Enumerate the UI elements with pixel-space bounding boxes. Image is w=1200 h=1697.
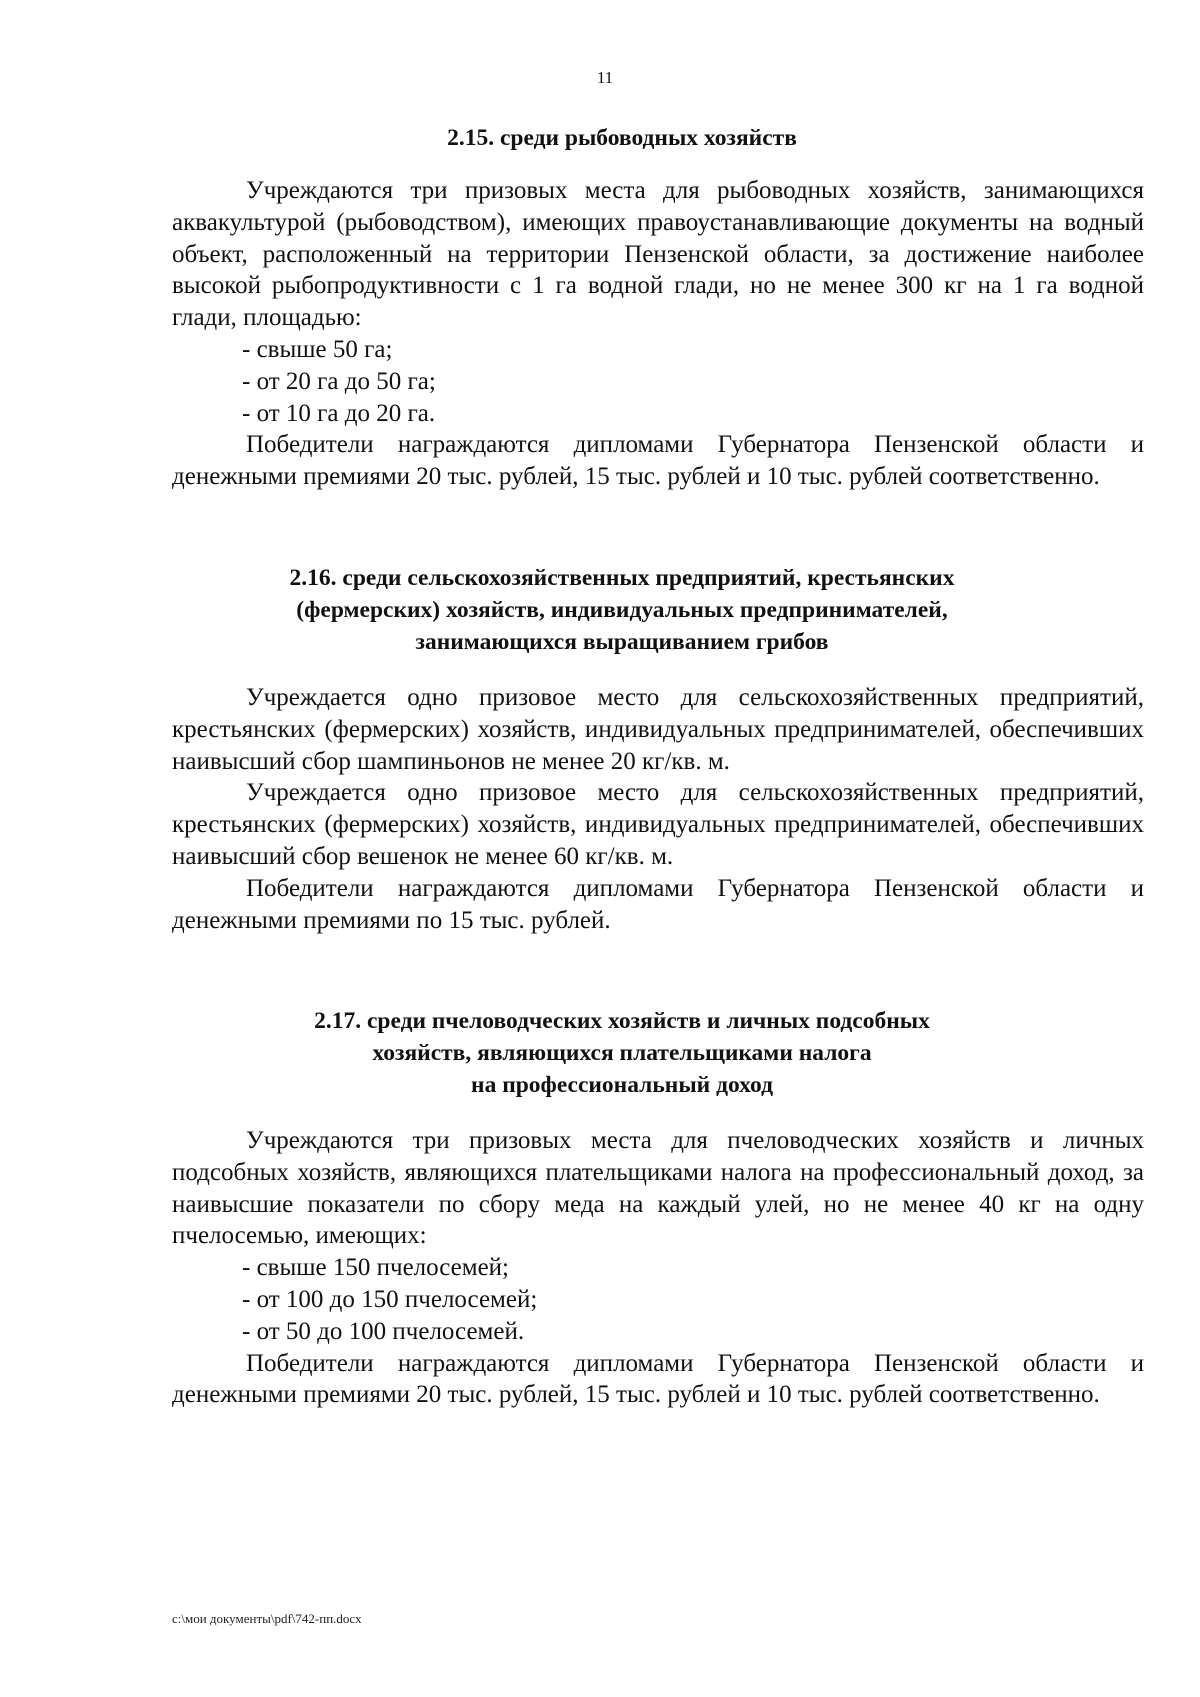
heading-line: (фермерских) хозяйств, индивидуальных предпринимателей, — [296, 597, 948, 623]
list-item: - от 20 га до 50 га; — [242, 367, 436, 395]
file-path-footer: c:\мои документы\pdf\742-пп.docx — [172, 1611, 362, 1626]
list-item: - от 50 до 100 пчелосемей. — [242, 1317, 525, 1345]
section-2-15-awards: Победители награждаются дипломами Губернатора Пензенской области и денежными премиями 20 тыс. рублей, 15 тыс. рублей и 10 тыс. рублей соответственно. — [172, 431, 1144, 491]
section-2-16-heading — [172, 562, 1072, 658]
heading-line: 2.15. среди рыбоводных хозяйств — [447, 125, 797, 151]
heading-line: 2.16. среди сельскохозяйственных предприятий, крестьянских — [289, 565, 955, 591]
heading-line: занимающихся выращиванием грибов — [415, 629, 829, 655]
section-2-16-para-2: Учреждается одно призовое место для сельскохозяйственных предприятий, крестьянских (фермерских) хозяйств, индивидуальных предпринимателей, обеспечивших наивысший сбор вешенок не менее 60 кг/кв. м. — [172, 779, 1144, 870]
list-item: - от 10 га до 20 га. — [242, 399, 436, 427]
section-2-15-intro: Учреждаются три призовых места для рыбоводных хозяйств, занимающихся аквакультурой (рыбоводством), имеющих правоустанавливающие документы на водный объект, расположенный на территории Пензенской области, за достижение наиболее высокой рыбопродуктивности с 1 га водной глади, но не менее 300 кг на 1 га водной глади, площадью: — [172, 177, 1144, 332]
section-2-17-heading — [172, 1005, 1072, 1101]
heading-line: хозяйств, являющихся плательщиками налога — [372, 1040, 872, 1066]
list-item: - свыше 150 пчелосемей; — [242, 1254, 510, 1282]
section-2-17-awards: Победители награждаются дипломами Губернатора Пензенской области и денежными премиями 20 тыс. рублей, 15 тыс. рублей и 10 тыс. рублей соответственно. — [172, 1349, 1144, 1409]
list-item: - от 100 до 150 пчелосемей; — [242, 1285, 538, 1313]
heading-line: 2.17. среди пчеловодческих хозяйств и личных подсобных — [314, 1008, 930, 1034]
section-2-16-para-1: Учреждается одно призовое место для сельскохозяйственных предприятий, крестьянских (фермерских) хозяйств, индивидуальных предпринимателей, обеспечивших наивысший сбор шампиньонов не менее 20 кг/кв. м. — [172, 684, 1144, 775]
page-number: 11 — [596, 68, 614, 87]
section-2-17-body — [172, 1125, 1144, 1411]
heading-line: на профессиональный доход — [471, 1072, 773, 1098]
section-2-16-body — [172, 682, 1144, 936]
section-2-15-heading — [172, 122, 1072, 154]
section-2-16-awards: Победители награждаются дипломами Губернатора Пензенской области и денежными премиями по 15 тыс. рублей. — [172, 874, 1144, 934]
section-2-17-intro: Учреждаются три призовых места для пчеловодческих хозяйств и личных подсобных хозяйств, являющихся плательщиками налога на профессиональный доход, за наивысшие показатели по сбору меда на каждый улей, но не менее 40 кг на одну пчелосемью, имеющих: — [172, 1127, 1144, 1250]
section-2-15-body — [172, 175, 1144, 493]
list-item: - свыше 50 га; — [242, 335, 393, 363]
